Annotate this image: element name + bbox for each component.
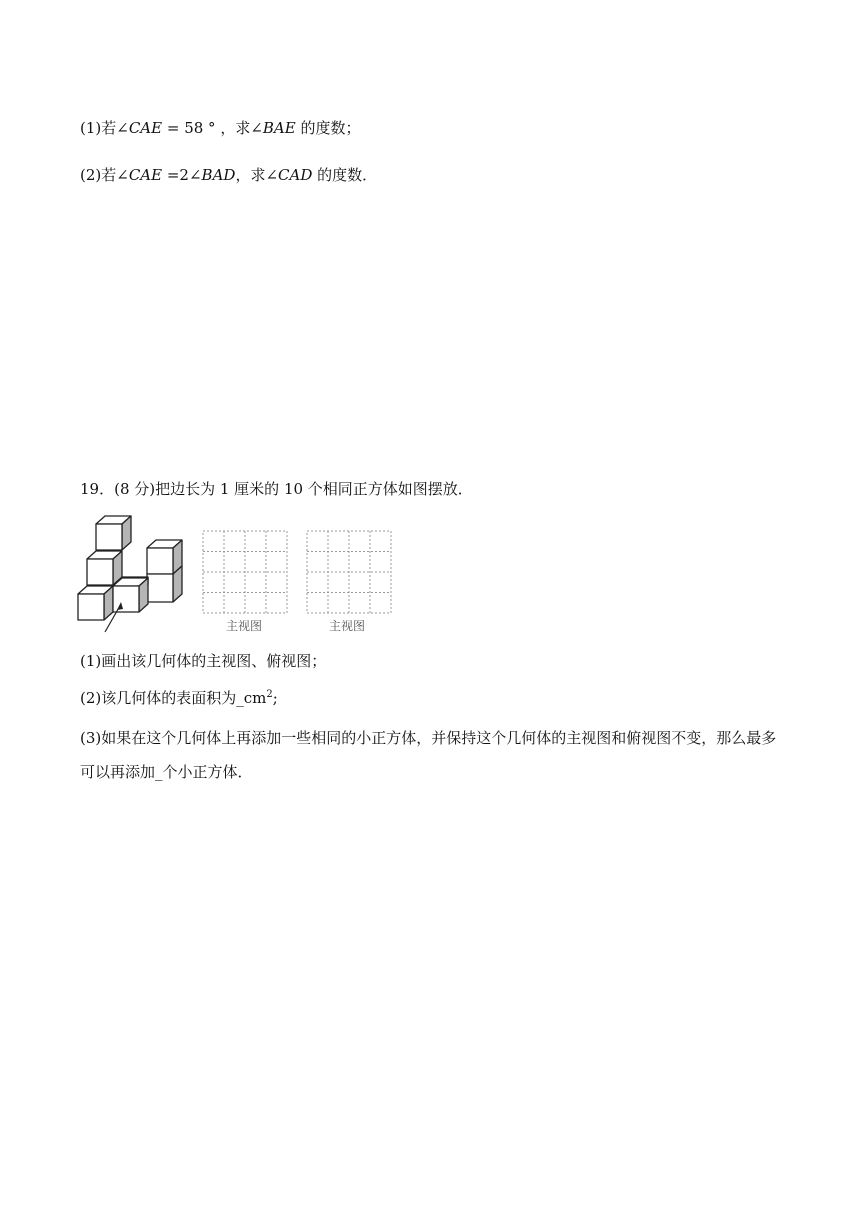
cube	[78, 586, 113, 620]
q19-sub1: (1)画出该几何体的主视图、俯视图；	[80, 652, 327, 670]
grid-2-caption: 主视图	[329, 619, 366, 633]
angle-cae-2: CAE	[128, 166, 163, 184]
angle-cad: CAD	[278, 166, 313, 184]
cube	[113, 578, 148, 612]
q19-stem: 19．(8 分)把边长为 1 厘米的 10 个相同正方体如图摆放．	[80, 480, 473, 498]
cube	[147, 540, 182, 574]
q19-sub2	[80, 688, 278, 708]
q18-part2-suffix: 的度数．	[312, 166, 378, 184]
q19-sub2-prefix: (2)该几何体的表面积为_cm	[80, 689, 267, 707]
q18-part1-prefix: (1)若∠	[80, 119, 129, 137]
q18-part2-eq: =2∠	[162, 166, 202, 184]
q18-part2-prefix: (2)若∠	[80, 166, 129, 184]
answer-grid-2	[307, 531, 391, 613]
q18-part2-mid: ，求∠	[235, 166, 279, 184]
angle-cae: CAE	[128, 119, 163, 137]
cube-stack-drawing	[78, 516, 182, 632]
angle-bad: BAD	[201, 166, 236, 184]
q18-part2	[80, 165, 377, 185]
cube	[87, 551, 122, 585]
q18-part1	[80, 118, 360, 138]
q19-sub3: (3)如果在这个几何体上再添加一些相同的小正方体，并保持这个几何体的主视图和俯视图不变，那么最多可以再添加_个小正方体．	[80, 729, 777, 781]
angle-bae: BAE	[262, 119, 296, 137]
cube-figure	[76, 514, 406, 636]
answer-grid-1	[203, 531, 287, 613]
q19-sub2-suffix: ;	[272, 689, 278, 707]
grid-1-caption: 主视图	[226, 619, 263, 633]
cube	[96, 516, 131, 550]
q18-part1-eq: = 58 ° ，求∠	[162, 119, 263, 137]
q18-part1-suffix: 的度数；	[295, 119, 361, 137]
q19-sub2-exponent: 2	[266, 689, 273, 700]
